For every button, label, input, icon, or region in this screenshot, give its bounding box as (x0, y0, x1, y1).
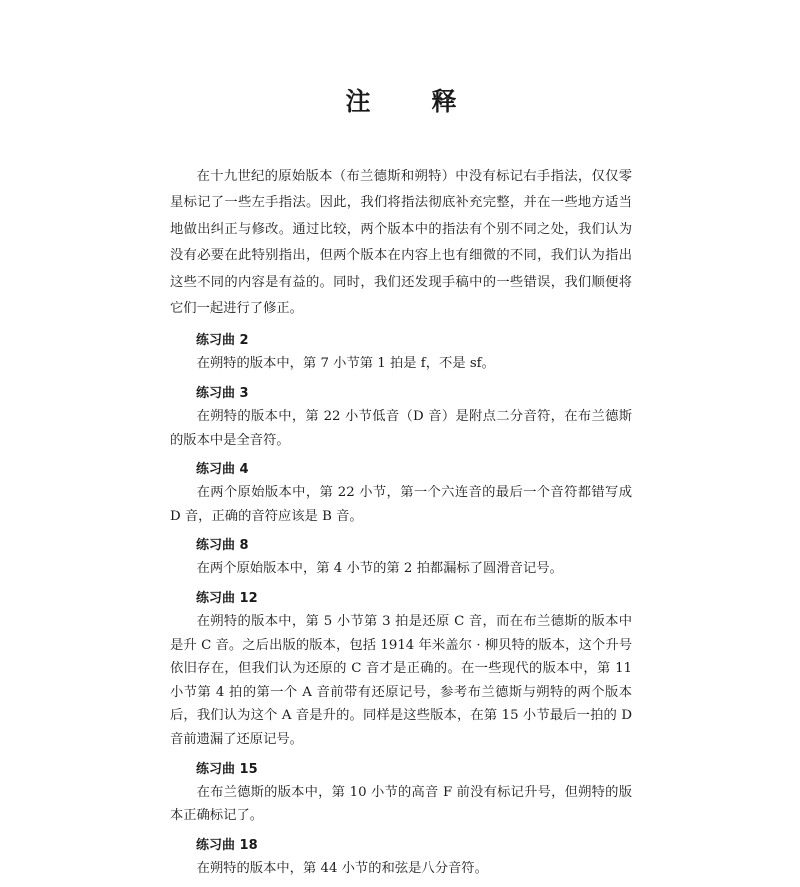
page-title: 注 释 (345, 87, 475, 116)
section-heading: 练习曲 3 (196, 386, 249, 402)
section-body: 在朔特的版本中，第 44 小节的和弦是八分音符。 (196, 860, 488, 876)
section-body: 在朔特的版本中，第 22 小节低音（D 音）是附点二分音符，在布兰德斯的版本中是全音符。 (170, 409, 632, 448)
section-heading: 练习曲 12 (196, 591, 258, 606)
section-body: 在朔特的版本中，第 5 小节第 3 拍是还原 C 音，而在布兰德斯的版本中是升 C 音。之后出版的版本，包括 1914 年米盖尔 · 柳贝特的版本，这个升号依旧存在，但我们认为还原的 C 音才是正确的。在一些现代的版本中，第 11 小节第 4 拍的第一个 A 音前带有还原记号，参考布兰德斯与朔特的两个版本后，我们认为这个 A 音是升的。同样是这些版本，在第 15 小节最后一拍的 D 音前遗漏了还原记号。 (170, 614, 632, 747)
section-heading: 练习曲 4 (196, 462, 249, 478)
section-body: 在布兰德斯的版本中，第 10 小节的高音 F 前没有标记升号，但朔特的版本正确标记了。 (170, 784, 632, 824)
section-body: 在朔特的版本中，第 7 小节第 1 拍是 f，不是 sf。 (196, 356, 495, 372)
section-heading: 练习曲 8 (196, 538, 249, 554)
note-section (170, 383, 632, 452)
section-body: 在两个原始版本中，第 22 小节，第一个六连音的最后一个音符都错写成 D 音，正确的音符应该是 B 音。 (170, 485, 632, 524)
section-body: 在两个原始版本中，第 4 小节的第 2 拍都漏标了圆滑音记号。 (196, 561, 563, 577)
note-section (170, 535, 632, 581)
section-heading: 练习曲 18 (196, 837, 258, 853)
note-section (170, 330, 632, 376)
section-heading: 练习曲 2 (196, 333, 249, 349)
intro-paragraph: 在十九世纪的原始版本（布兰德斯和朔特）中没有标记右手指法，仅仅零星标记了一些左手指法。因此，我们将指法彻底补充完整，并在一些地方适当地做出纠正与修改。通过比较，两个版本中的指法有个别不同之处，我们认为没有必要在此特别指出，但两个版本在内容上也有细微的不同，我们认为指出这些不同的内容是有益的。同时，我们还发现手稿中的一些错误，我们顺便将它们一起进行了修正。 (170, 169, 632, 317)
note-section (170, 588, 632, 752)
note-section (170, 759, 632, 828)
note-section (170, 459, 632, 528)
document-page (170, 84, 632, 887)
note-section (170, 835, 632, 881)
section-heading: 练习曲 15 (196, 761, 258, 777)
